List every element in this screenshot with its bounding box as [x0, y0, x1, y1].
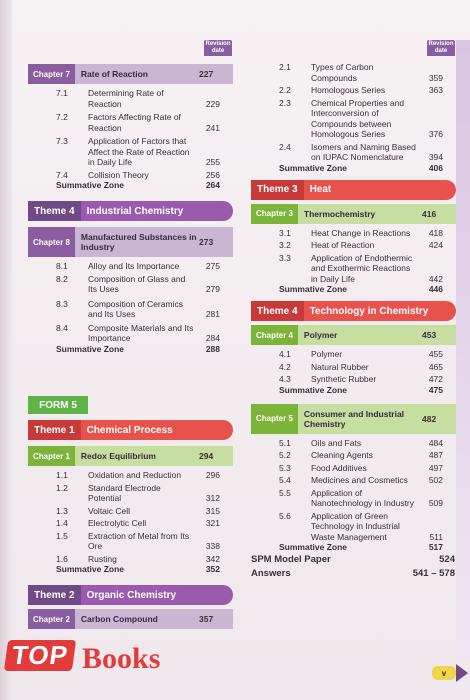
summative-label: Summative Zone [56, 343, 125, 354]
toc-entry[interactable] [28, 299, 233, 320]
theme-1-bar [28, 420, 233, 440]
section-title: Application of Nanotechnology in Industry [311, 487, 415, 508]
section-number: 7.4 [56, 169, 68, 180]
chapter-4-header[interactable] [251, 325, 456, 345]
chapter-title: Thermochemistry [303, 208, 376, 219]
section-page: 376 [428, 129, 443, 139]
left-column-form5 [28, 420, 233, 633]
section-number: 8.1 [56, 261, 68, 271]
toc-entry[interactable] [28, 88, 233, 109]
section-title: Types of Carbon Compounds [311, 62, 374, 83]
toc-entry[interactable] [28, 136, 233, 168]
chapter-title: Redox Equilibrium [80, 451, 156, 461]
topbooks-watermark-logo [6, 632, 186, 674]
section-title: Electrolytic Cell [88, 518, 147, 528]
toc-entry[interactable] [251, 253, 456, 285]
section-title: Medicines and Cosmetics [311, 475, 408, 485]
section-number: 5.3 [279, 462, 291, 473]
chapter-title: Manufactured Substances in Industry [80, 232, 197, 252]
section-page: 509 [428, 498, 443, 508]
form-5-label: FORM 5 [28, 396, 88, 414]
section-number: 1.1 [56, 470, 68, 480]
chapter-page: 294 [199, 451, 214, 461]
theme-4-bar [251, 301, 456, 321]
theme-2-bar [28, 585, 233, 605]
section-title: Extraction of Metal from Its Ore [88, 530, 190, 551]
chapter-2-header[interactable] [28, 609, 233, 629]
section-number: 1.3 [56, 505, 68, 516]
toc-entry[interactable] [28, 323, 233, 344]
section-number: 3.3 [279, 252, 291, 263]
section-number: 5.5 [279, 487, 291, 498]
section-page: 487 [428, 450, 443, 460]
revision-date-label: Revision date [205, 41, 231, 54]
section-page: 321 [205, 518, 220, 528]
section-title: Composite Materials and Its Importance [88, 322, 194, 343]
section-page: 502 [428, 475, 443, 485]
section-title: Cleaning Agents [311, 450, 373, 460]
summative-zone-entry[interactable] [28, 180, 233, 191]
chapter-badge: Chapter 2 [28, 609, 75, 629]
theme-label: Theme 3 [251, 180, 304, 200]
section-page: 312 [205, 493, 220, 503]
spm-model-paper-entry[interactable] [251, 553, 456, 567]
section-number: 1.5 [56, 530, 68, 541]
section-number: 1.4 [56, 518, 68, 528]
section-title: Synthetic Rubber [311, 374, 377, 384]
section-number: 4.3 [279, 374, 291, 384]
theme-name: Organic Chemistry [81, 585, 233, 605]
toc-entry[interactable] [28, 274, 233, 295]
section-page: 442 [428, 273, 443, 284]
section-title: Determining Rate of Reaction [88, 88, 164, 109]
section-page: 394 [428, 152, 443, 162]
answers-entry[interactable] [251, 567, 456, 581]
section-title: Natural Rubber [311, 361, 369, 372]
summative-label: Summative Zone [56, 180, 125, 190]
left-column [28, 64, 233, 355]
chapter-page: 453 [422, 330, 437, 340]
section-number: 5.1 [279, 437, 291, 448]
section-title: Application of Factors that Affect the Rate of Reaction in Daily Life [88, 136, 190, 167]
section-title: Composition of Glass and Its Uses [88, 273, 186, 294]
summative-page: 288 [205, 343, 220, 354]
summative-label: Summative Zone [279, 384, 348, 395]
revision-date-tab [204, 40, 232, 56]
section-number: 4.1 [279, 349, 291, 359]
section-page: 472 [428, 374, 443, 384]
toc-entry[interactable] [251, 228, 456, 239]
toc-entry[interactable] [251, 438, 456, 449]
toc-entry[interactable] [28, 470, 233, 481]
section-number: 4.2 [279, 361, 291, 372]
theme-4-bar [28, 201, 233, 221]
section-number: 3.2 [279, 240, 291, 250]
section-number: 8.3 [56, 298, 68, 309]
section-title: Application of Endothermic and Exothermic Reactions in Daily Life [311, 252, 413, 284]
section-title: Collision Theory [88, 169, 149, 180]
section-page: 256 [205, 169, 220, 180]
summative-zone-entry[interactable] [251, 284, 456, 295]
toc-entry[interactable] [251, 85, 456, 96]
section-number: 1.2 [56, 482, 68, 493]
section-number: 2.3 [279, 97, 291, 108]
section-page: 424 [428, 240, 443, 250]
chapter-title: Rate of Reaction [80, 69, 148, 79]
toc-entry[interactable] [251, 98, 456, 140]
logo-top-text: TOP [4, 640, 76, 671]
section-number: 2.2 [279, 85, 291, 95]
chapter-8-header[interactable] [28, 227, 233, 257]
summative-page: 517 [428, 542, 443, 552]
section-title: Heat of Reaction [311, 240, 375, 250]
section-page: 255 [205, 157, 220, 167]
section-page: 484 [428, 437, 443, 448]
toc-entry[interactable] [28, 261, 233, 272]
theme-label: Theme 1 [28, 420, 81, 440]
summative-zone-entry[interactable] [28, 564, 233, 575]
section-title: Composition of Ceramics and Its Uses [88, 298, 183, 319]
chapter-page: 357 [199, 614, 214, 624]
section-page: 497 [428, 462, 443, 473]
summative-label: Summative Zone [56, 564, 125, 574]
page-arrow-icon [456, 664, 468, 682]
section-page: 241 [205, 122, 220, 133]
chapter-badge: Chapter 7 [28, 64, 75, 84]
section-page: 342 [205, 553, 220, 564]
section-page: 511 [429, 531, 443, 542]
section-page: 465 [428, 361, 443, 372]
revision-date-label: Revision date [428, 41, 454, 54]
section-number: 8.4 [56, 322, 68, 333]
theme-name: Industrial Chemistry [81, 201, 233, 221]
toc-entry[interactable] [28, 112, 233, 133]
theme-label: Theme 4 [28, 201, 81, 221]
toc-entry[interactable] [28, 506, 233, 517]
chapter-page: 227 [199, 69, 214, 79]
theme-name: Heat [304, 180, 456, 200]
chapter-title: Consumer and Industrial Chemistry [303, 408, 405, 429]
chapter-page: 416 [422, 208, 437, 219]
chapter-7-header[interactable] [28, 64, 233, 84]
summative-label: Summative Zone [279, 162, 348, 173]
section-title: Polymer [311, 349, 343, 359]
logo-books-text: Books [82, 642, 161, 675]
toc-entry[interactable] [251, 240, 456, 251]
revision-date-tab [427, 40, 455, 56]
section-page: 418 [428, 227, 443, 238]
theme-label: Theme 2 [28, 585, 81, 605]
toc-entry[interactable] [251, 488, 456, 509]
section-title: Rusting [88, 553, 117, 564]
summative-page: 406 [428, 162, 443, 173]
toc-entry[interactable] [251, 450, 456, 461]
section-title: Standard Electrode Potential [88, 482, 161, 503]
summative-page: 352 [205, 564, 220, 574]
chapter-badge: Chapter 5 [251, 404, 298, 434]
section-title: Oils and Fats [311, 437, 362, 448]
chapter-page: 482 [422, 413, 437, 424]
chapter-title: Polymer [303, 330, 338, 340]
toc-entry[interactable] [28, 518, 233, 529]
page-binding [0, 0, 12, 700]
section-number: 7.1 [56, 88, 68, 98]
spm-page: 524 [439, 554, 455, 565]
chapter-5-header[interactable] [251, 404, 456, 434]
section-number: 3.1 [279, 227, 291, 238]
toc-entry[interactable] [251, 511, 456, 543]
summative-page: 475 [428, 384, 443, 395]
section-number: 1.6 [56, 553, 68, 564]
toc-entry[interactable] [28, 554, 233, 565]
toc-entry[interactable] [251, 362, 456, 373]
summative-zone-entry[interactable] [28, 344, 233, 355]
toc-entry[interactable] [251, 349, 456, 360]
section-page: 275 [205, 261, 220, 271]
chapter-1-header[interactable] [28, 446, 233, 466]
section-number: 7.3 [56, 136, 68, 146]
theme-3-bar [251, 180, 456, 200]
theme-name: Technology in Chemistry [304, 301, 456, 321]
section-page: 363 [428, 85, 443, 95]
section-title: Oxidation and Reduction [88, 470, 182, 480]
chapter-title: Carbon Compound [80, 614, 158, 624]
section-page: 455 [428, 349, 443, 359]
summative-zone-entry[interactable] [251, 163, 456, 174]
section-title: Homologous Series [311, 85, 386, 95]
section-number: 5.4 [279, 475, 291, 485]
section-number: 2.4 [279, 141, 291, 152]
section-title: Alloy and Its Importance [88, 261, 180, 271]
chapter-3-header[interactable] [251, 204, 456, 224]
toc-entry[interactable] [28, 483, 233, 504]
section-number: 8.2 [56, 273, 68, 284]
chapter-badge: Chapter 8 [28, 227, 75, 257]
page-edge-strip [456, 40, 470, 660]
chapter-badge: Chapter 4 [251, 325, 298, 345]
theme-label: Theme 4 [251, 301, 304, 321]
section-title: Heat Change in Reactions [311, 227, 411, 238]
section-page: 279 [205, 284, 220, 294]
right-column [251, 62, 456, 581]
spm-label: SPM Model Paper [251, 554, 331, 565]
theme-name: Chemical Process [81, 420, 233, 440]
summative-zone-entry[interactable] [251, 385, 456, 396]
toc-entry[interactable] [251, 142, 456, 163]
section-title: Food Additives [311, 462, 367, 473]
section-page: 281 [205, 309, 220, 319]
section-page: 296 [205, 470, 220, 480]
toc-entry[interactable] [251, 475, 456, 486]
section-title: Voltaic Cell [88, 505, 131, 516]
section-number: 2.1 [279, 62, 291, 72]
section-number: 5.6 [279, 510, 291, 521]
section-title: Factors Affecting Rate of Reaction [88, 112, 181, 133]
toc-entry[interactable] [251, 463, 456, 474]
toc-entry[interactable] [28, 531, 233, 552]
section-page: 315 [205, 505, 220, 516]
answers-label: Answers [251, 568, 291, 579]
summative-zone-entry[interactable] [251, 542, 456, 553]
toc-entry[interactable] [251, 62, 456, 83]
section-page: 284 [205, 333, 220, 343]
section-title: Isomers and Naming Based on IUPAC Nomenclature [311, 141, 416, 162]
answers-page: 541 – 578 [412, 568, 455, 579]
section-title: Application of Green Technology in Industrial Waste Management [311, 510, 400, 542]
section-number: 7.2 [56, 112, 68, 122]
toc-entry[interactable] [28, 170, 233, 181]
chapter-badge: Chapter 3 [251, 204, 298, 224]
summative-label: Summative Zone [279, 542, 348, 552]
toc-entry[interactable] [251, 374, 456, 385]
chapter-badge: Chapter 1 [28, 446, 75, 466]
page-number: v [432, 666, 456, 680]
summative-page: 446 [428, 284, 443, 294]
summative-page: 264 [205, 180, 220, 190]
section-page: 229 [205, 98, 220, 109]
chapter-page: 273 [199, 237, 214, 247]
summative-label: Summative Zone [279, 284, 348, 294]
section-page: 359 [428, 72, 443, 83]
section-number: 5.2 [279, 450, 291, 460]
section-page: 338 [205, 541, 220, 551]
section-title: Chemical Properties and Interconversion of Compounds between Homologous Series [311, 97, 405, 139]
